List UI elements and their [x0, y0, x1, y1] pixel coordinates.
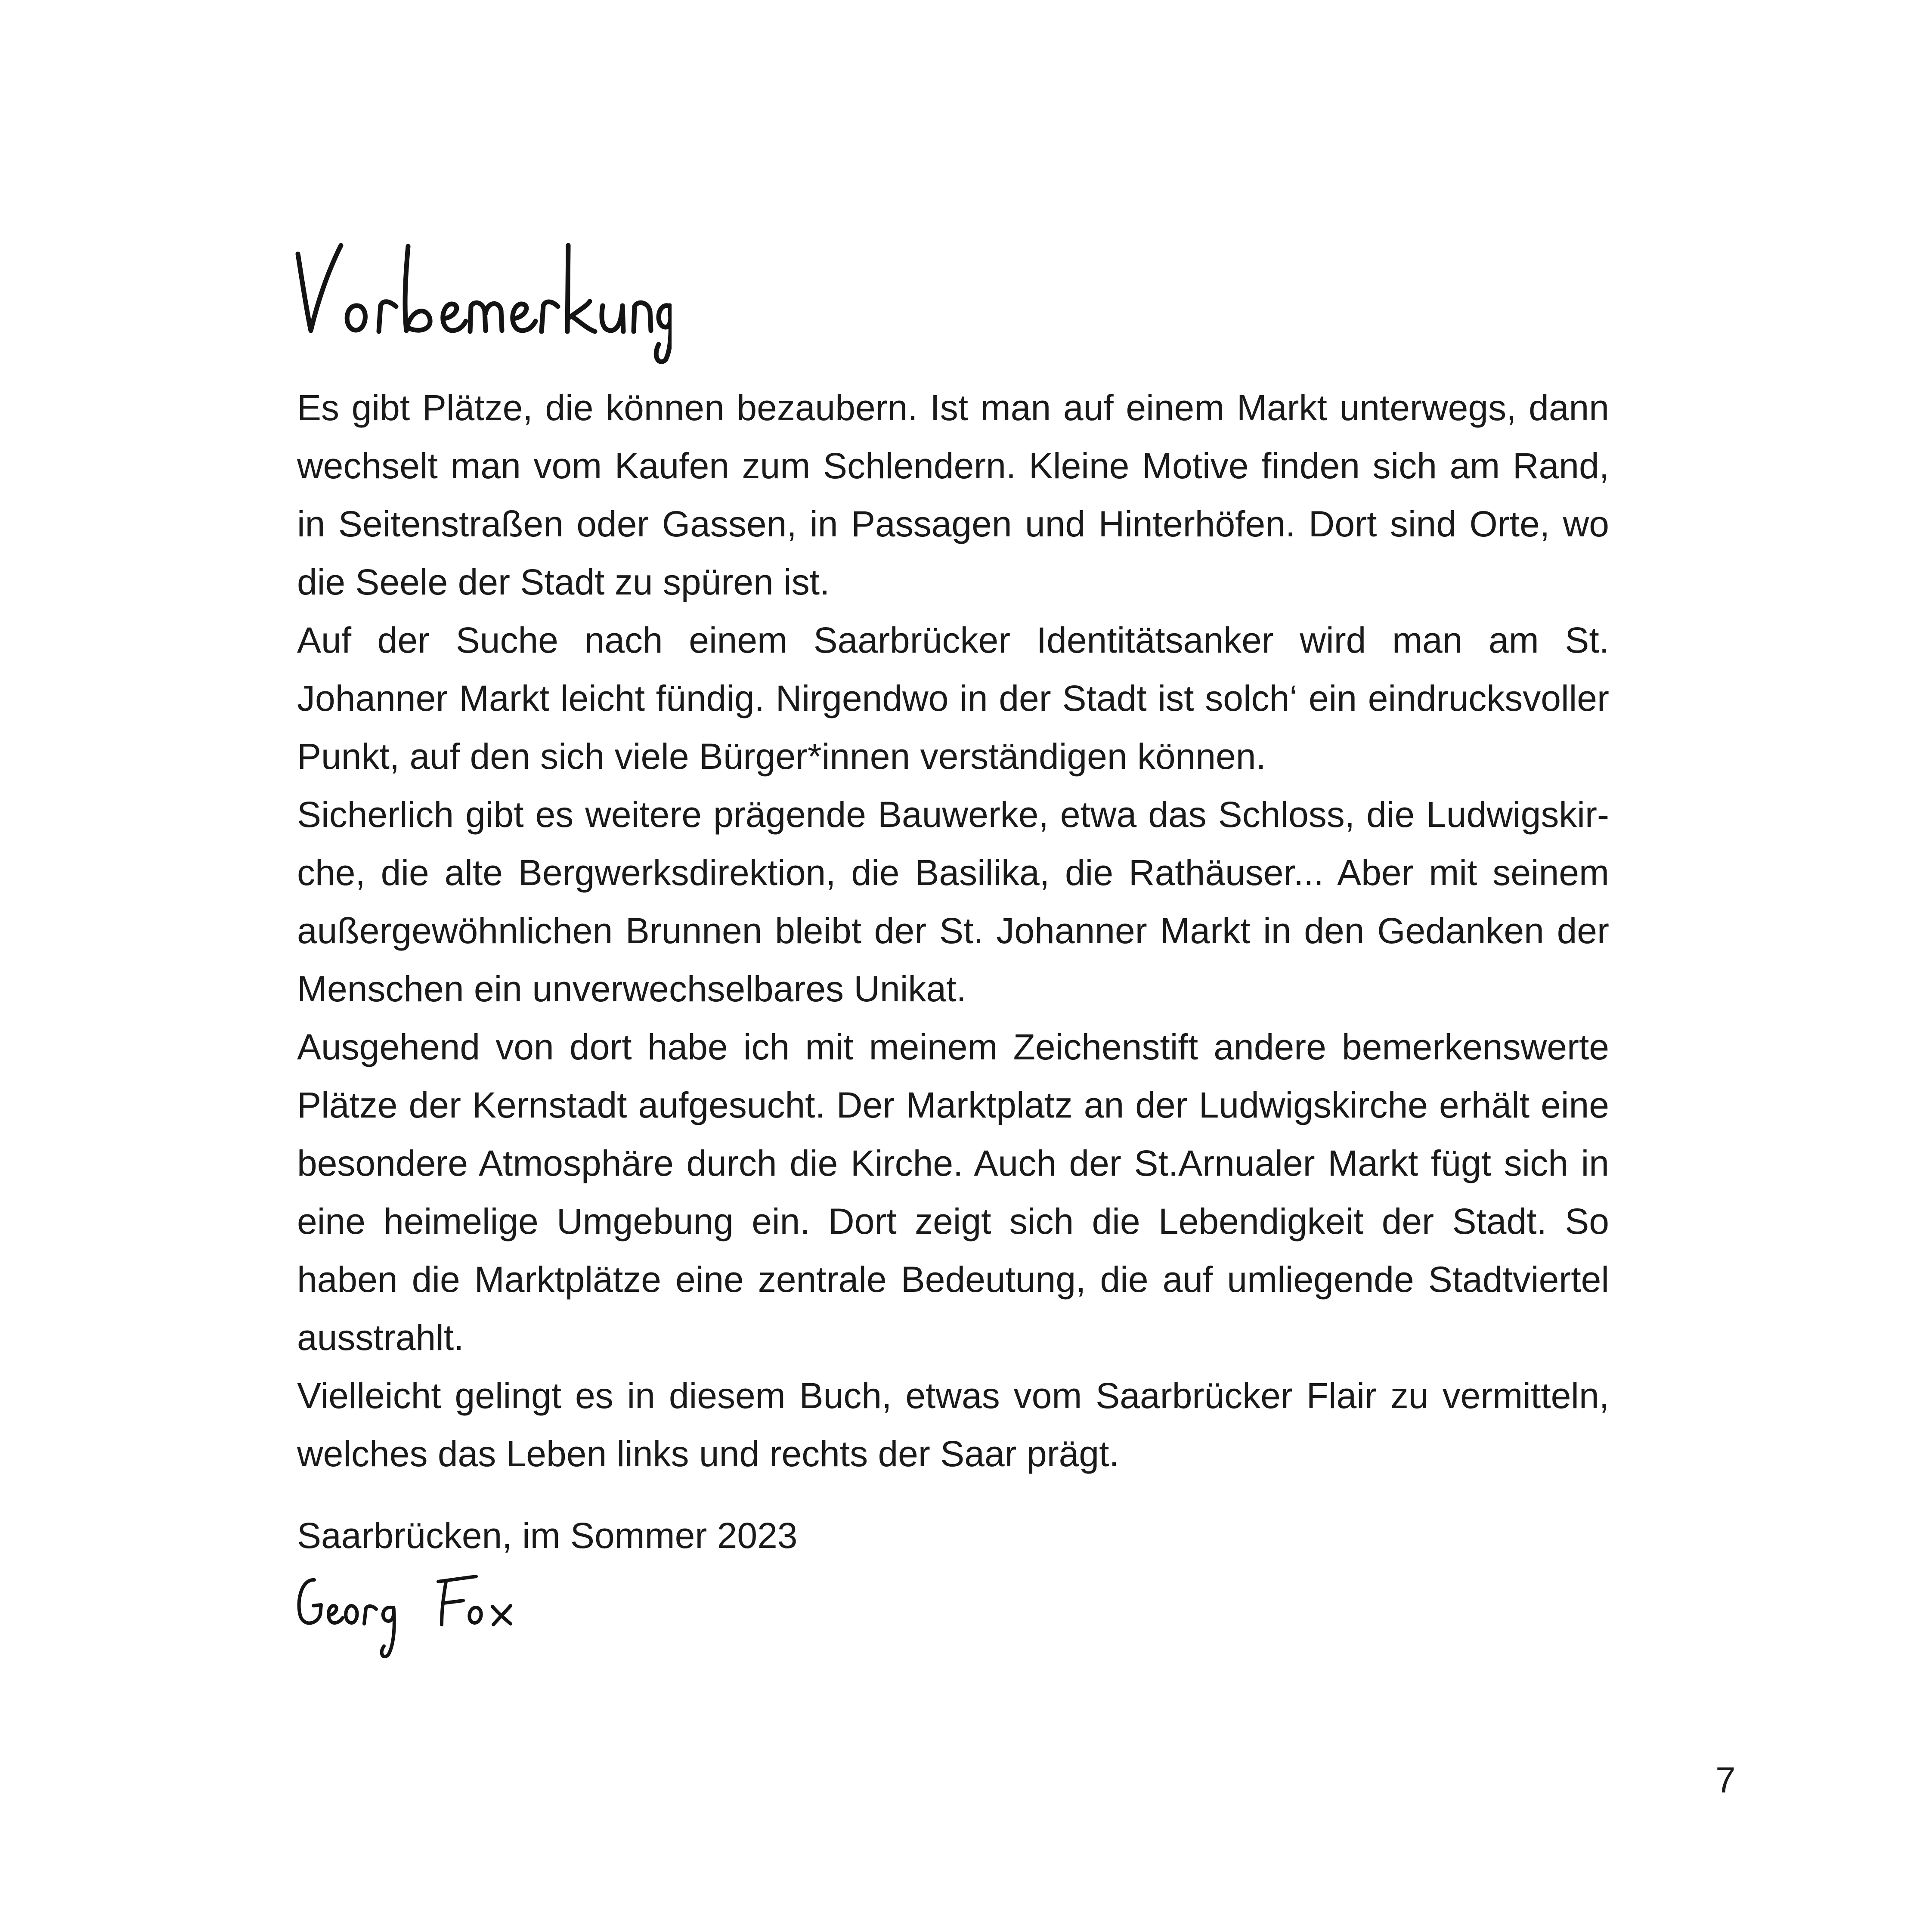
- place-date: Saarbrücken, im Sommer 2023: [297, 1515, 798, 1556]
- paragraph: Auf der Suche nach einem Saarbrücker Identitätsanker wird man am St. Johanner Markt leicht fündig. Nirgendwo in der Stadt ist solch‘ ein eindrucksvoller Punkt, auf den sich viele Bürger*innen verständigen können.: [297, 620, 1609, 777]
- paragraph: Es gibt Plätze, die können bezaubern. Ist man auf einem Markt unterwegs, dann wechselt man vom Kaufen zum Schlendern. Kleine Motive finden sich am Rand, in Seitenstraßen oder Gassen, in Passagen und Hinterhöfen. Dort sind Orte, wo die Seele der Stadt zu spüren ist.: [297, 387, 1609, 602]
- body-text: [297, 379, 1609, 1483]
- paragraph: Ausgehend von dort habe ich mit meinem Zeichenstift andere bemerkenswerte Plätze der Kernstadt aufgesucht. Der Marktplatz an der Ludwigskirche erhält eine besondere Atmosphäre durch die Kirche. Auch der St.Arnualer Markt fügt sich in eine heimelige Umgebung ein. Dort zeigt sich die Lebendigkeit der Stadt. So haben die Marktplätze eine zentrale Bedeutung, die auf umliegende Stadtviertel ausstrahlt.: [297, 1027, 1609, 1358]
- paragraph: Sicherlich gibt es weitere prägende Bauwerke, etwa das Schloss, die Ludwigskirche, die alte Bergwerksdirektion, die Basilika, die Rathäuser... Aber mit seinem außergewöhnlichen Brunnen bleibt der St. Johanner Markt in den Gedanken der Menschen ein unverwechselbares Unikat.: [297, 794, 1609, 1009]
- signature-image: [293, 1567, 534, 1666]
- handwritten-title: [293, 241, 672, 366]
- paragraph: Vielleicht gelingt es in diesem Buch, etwas vom Saarbrücker Flair zu vermitteln, welches das Leben links und rechts der Saar prägt.: [297, 1375, 1609, 1474]
- page-number: 7: [1715, 1760, 1736, 1800]
